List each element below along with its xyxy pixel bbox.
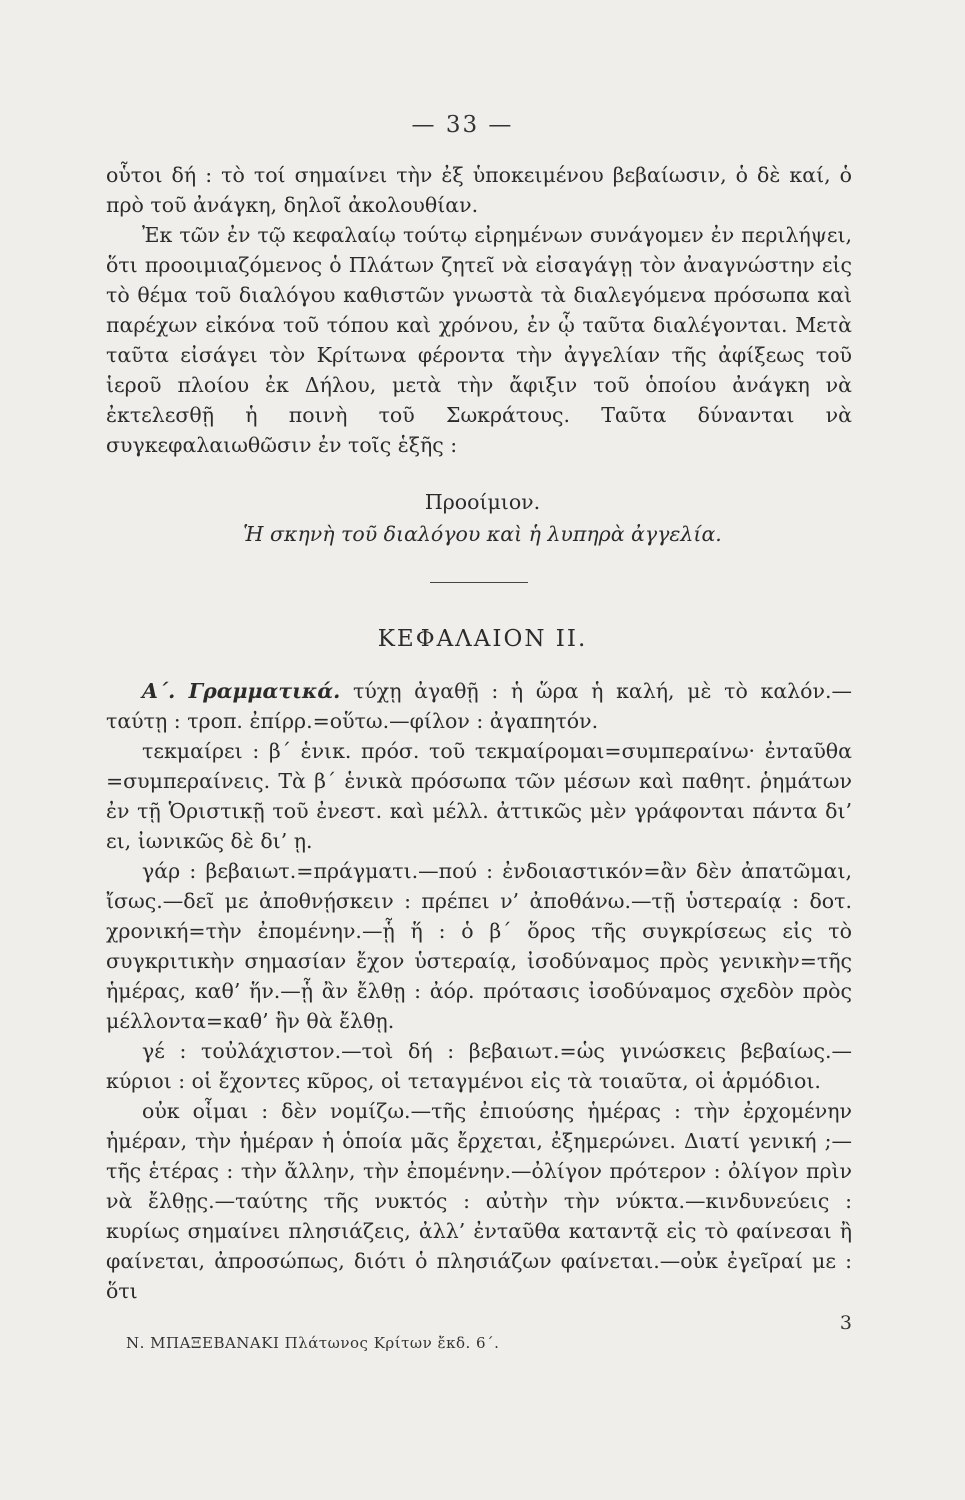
commentary-paragraph-5: οὐκ οἶμαι : δὲν νομίζω.—τῆς ἐπιούσης ἡμέρας : τὴν ἐρχομένην ἡμέραν, τὴν ἡμέραν ἡ ὁποία μᾶς ἔρχεται, ἐξημερώνει. Διατί γενική ;— τῆς ἑτέρας : τὴν ἄλλην, τὴν ἐπομένην.—ὀλίγον πρότερον : ὀλίγον πρὶν νὰ ἔλθῃς.—ταύτης τῆς νυκτός : αὐτὴν τὴν νύκτα.—κινδυνεύεις : κυρίως σημαίνει πλησιάζεις, ἀλλ’ ἐνταῦθα καταντᾷ εἰς τὸ φαίνεσαι ἢ φαίνεται, ἀπροσώπως, διότι ὁ πλησιάζων φαίνεται.—οὐκ ἐγεῖραί με : ὅτι xyxy=(106,1099,852,1303)
commentary-paragraph-1-text: τύχῃ ἀγαθῇ : ἡ ὥρα ἡ καλή, μὲ τὸ καλόν.— ταύτῃ : τροπ. ἐπίρρ.=οὕτω.—φίλον : ἀγαπητόν. xyxy=(106,679,852,733)
commentary-paragraph-3: γάρ : βεβαιωτ.=πράγματι.—πού : ἐνδοιαστικόν=ἂν δὲν ἀπατῶμαι, ἴσως.—δεῖ με ἀποθνῄσκειν : πρέπει ν’ ἀποθάνω.—τῇ ὑστεραίᾳ : δοτ. χρονική=τὴν ἐπομένην.—ᾗ ἥ : ὁ β΄ ὅρος τῆς συγκρίσεως εἰς τὸ συγκριτικὴν σημασίαν ἔχον ὑστεραίᾳ, ἰσοδύναμος πρὸς γενικὴν=τῆς ἡμέρας, καθ’ ἥν.—ᾗ ἂν ἔλθῃ : ἀόρ. πρότασις ἰσοδύναμος σχεδὸν πρὸς μέλλοντα=καθ’ ἣν θὰ ἔλθῃ. xyxy=(106,859,852,1033)
summary-scene: Ἡ σκηνὴ τοῦ διαλόγου καὶ ἡ λυπηρὰ ἀγγελία. xyxy=(243,522,722,546)
commentary-paragraph-1 xyxy=(106,676,852,736)
intro-paragraph-1: οὗτοι δή : τὸ τοί σημαίνει τὴν ἐξ ὑποκειμένου βεβαίωσιν, ὁ δὲ καί, ὁ πρὸ τοῦ ἀνάγκη, δηλοῖ ἀκολουθίαν. xyxy=(106,163,852,217)
signature-text: Ν. ΜΠΑΞΕΒΑΝΑΚΙ Πλάτωνος Κρίτων ἔκδ. 6΄. xyxy=(126,1334,500,1352)
intro-paragraph-2: Ἐκ τῶν ἐν τῷ κεφαλαίῳ τούτῳ εἰρημένων συνάγομεν ἐν περιλήψει, ὅτι προοιμιαζόμενος ὁ Πλάτων ζητεῖ νὰ εἰσαγάγῃ τὸν ἀναγνώστην εἰς τὸ θέμα τοῦ διαλόγου καθιστῶν γνωστὰ τὰ διαλεγόμενα πρόσωπα καὶ παρέχων εἰκόνα τοῦ τόπου καὶ χρόνου, ἐν ᾧ ταῦτα διαλέγονται. Μετὰ ταῦτα εἰσάγει τὸν Κρίτωνα φέροντα τὴν ἀγγελίαν τῆς ἀφίξεως τοῦ ἱεροῦ πλοίου ἐκ Δήλου, μετὰ τὴν ἄφιξιν τοῦ ὁποίου ἀνάγκη νὰ ἐκτελεσθῇ ἡ ποινὴ τοῦ Σωκράτους. Ταῦτα δύνανται νὰ συγκεφαλαιωθῶσιν ἐν τοῖς ἑξῆς : xyxy=(106,223,852,457)
commentary-paragraph-2: τεκμαίρει : β΄ ἑνικ. πρόσ. τοῦ τεκμαίρομαι=συμπεραίνω· ἐνταῦθα =συμπεραίνεις. Τὰ β΄ ἑνικὰ πρόσωπα τῶν μέσων καὶ παθητ. ῥημάτων ἐν τῇ Ὁριστικῇ τοῦ ἐνεστ. καὶ μέλλ. ἀττικῶς μὲν γράφονται πάντα δι’ ει, ἰωνικῶς δὲ δι’ ῃ. xyxy=(106,739,852,853)
printer-signature xyxy=(126,1312,852,1352)
section-divider xyxy=(430,582,528,583)
intro-text xyxy=(106,160,852,460)
summary-heading: Προοίμιον. xyxy=(424,490,541,514)
chapter-title: ΚΕΦΑΛΑΙΟΝ ΙΙ. xyxy=(377,626,588,652)
page-number: — 33 — xyxy=(411,112,514,138)
commentary-paragraph-4: γέ : τοὐλάχιστον.—τοὶ δή : βεβαιωτ.=ὡς γινώσκεις βεβαίως.— κύριοι : οἱ ἔχοντες κῦρος, οἱ τεταγμένοι εἰς τὰ τοιαῦτα, οἱ ἁρμόδιοι. xyxy=(106,1039,852,1093)
commentary-text xyxy=(106,676,852,1306)
section-label: Α΄. Γραμματικά. xyxy=(142,679,341,703)
signature-number: 3 xyxy=(839,1312,852,1334)
